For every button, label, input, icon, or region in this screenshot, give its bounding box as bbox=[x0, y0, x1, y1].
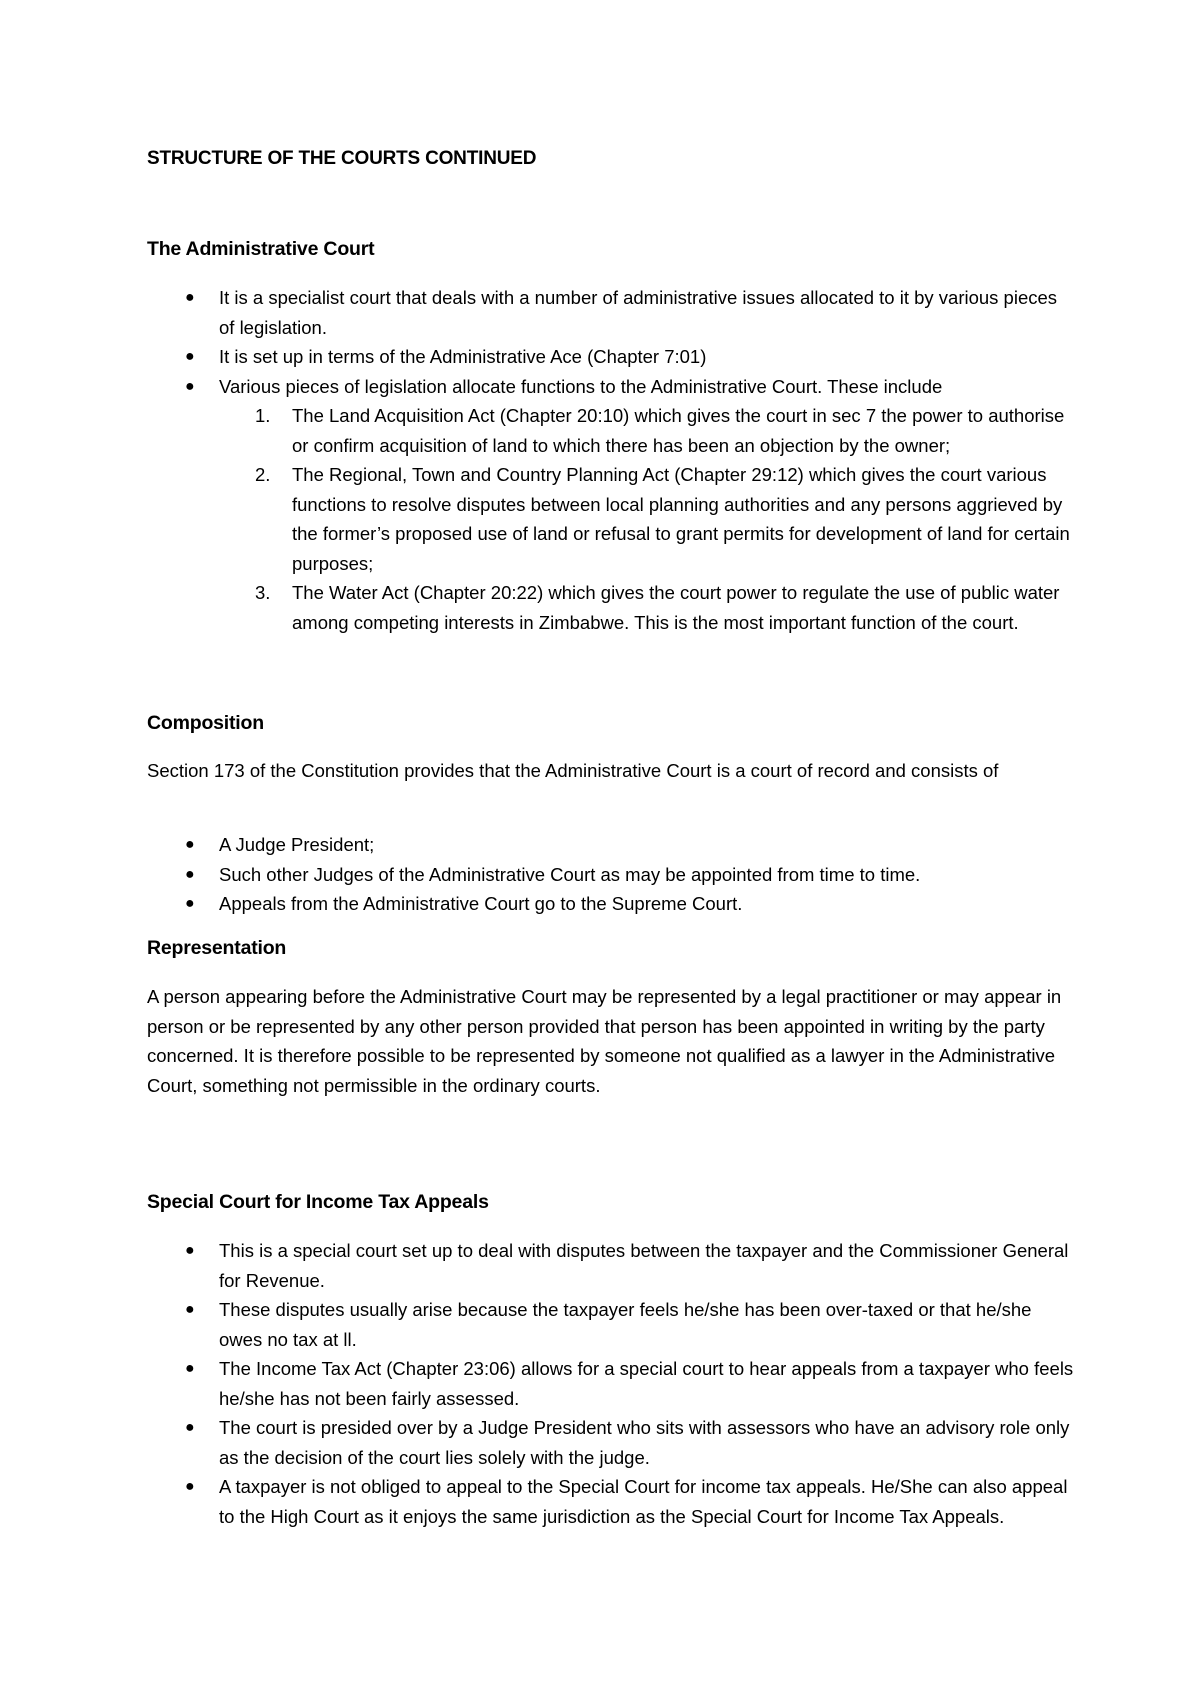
bullet-icon: ● bbox=[185, 289, 195, 306]
list-item: ● Various pieces of legislation allocate functions to the Administrative Court. These include bbox=[147, 372, 1077, 402]
list-item: ● A Judge President; bbox=[147, 830, 1077, 860]
bullet-icon: ● bbox=[185, 1360, 195, 1377]
list-item: ● This is a special court set up to deal with disputes between the taxpayer and the Commissioner General for Revenue. bbox=[147, 1236, 1077, 1295]
numbered-item: 3. The Water Act (Chapter 20:22) which gives the court power to regulate the use of public water among competing interests in Zimbabwe. This is the most important function of the court. bbox=[255, 582, 1060, 633]
heading-composition: Composition bbox=[147, 712, 264, 734]
list-item: ● The court is presided over by a Judge President who sits with assessors who have an advisory role only as the decision of the court lies solely with the judge. bbox=[147, 1413, 1077, 1472]
administrative-court-functions bbox=[147, 401, 1077, 637]
numbered-item: 2. The Regional, Town and Country Planning Act (Chapter 29:12) which gives the court various functions to resolve disputes between local planning authorities and any persons aggrieved by the former’s proposed use of land or refusal to grant permits for development of land for certain purposes; bbox=[255, 464, 1070, 574]
heading-income-tax-court: Special Court for Income Tax Appeals bbox=[147, 1191, 489, 1213]
bullet-icon: ● bbox=[185, 895, 195, 912]
bullet-icon: ● bbox=[185, 865, 195, 883]
bullet-icon: ● bbox=[185, 348, 195, 365]
document-title: STRUCTURE OF THE COURTS CONTINUED bbox=[147, 148, 537, 169]
heading-administrative-court: The Administrative Court bbox=[147, 238, 375, 260]
bullet-icon: ● bbox=[185, 1419, 195, 1436]
bullet-icon: ● bbox=[185, 836, 195, 853]
list-item: ● It is a specialist court that deals with a number of administrative issues allocated to it by various pieces of legislation. bbox=[147, 283, 1077, 342]
list-item: ● The Income Tax Act (Chapter 23:06) allows for a special court to hear appeals from a taxpayer who feels he/she has not been fairly assessed. bbox=[147, 1354, 1077, 1413]
numbered-item: 1. The Land Acquisition Act (Chapter 20:10) which gives the court in sec 7 the power to authorise or confirm acquisition of land to which there has been an objection by the owner; bbox=[255, 405, 1065, 456]
bullet-icon: ● bbox=[185, 1478, 195, 1495]
bullet-icon: ● bbox=[185, 1301, 195, 1318]
representation-paragraph: A person appearing before the Administrative Court may be represented by a legal practitioner or may appear in person or be represented by any other person provided that person has been appointed in writing by the party concerned. It is therefore possible to be represented by someone not qualified as a lawyer in the Administrative Court, something not permissible in the ordinary courts. bbox=[147, 986, 1062, 1096]
list-item: ● It is set up in terms of the Administrative Ace (Chapter 7:01) bbox=[147, 342, 1077, 372]
bullet-icon: ● bbox=[185, 1242, 195, 1259]
composition-bullets bbox=[147, 830, 1077, 919]
bullet-icon: ● bbox=[185, 377, 195, 395]
composition-paragraph: Section 173 of the Constitution provides that the Administrative Court is a court of record and consists of bbox=[147, 760, 999, 781]
administrative-court-bullets bbox=[147, 283, 1077, 401]
heading-representation: Representation bbox=[147, 937, 287, 959]
list-item: ● Appeals from the Administrative Court go to the Supreme Court. bbox=[147, 889, 1077, 919]
list-item: ● Such other Judges of the Administrative Court as may be appointed from time to time. bbox=[147, 860, 1077, 890]
list-item: ● These disputes usually arise because the taxpayer feels he/she has been over-taxed or that he/she owes no tax at ll. bbox=[147, 1295, 1077, 1354]
income-tax-bullets bbox=[147, 1236, 1077, 1531]
list-item: ● A taxpayer is not obliged to appeal to the Special Court for income tax appeals. He/She can also appeal to the High Court as it enjoys the same jurisdiction as the Special Court for Income Tax Appeals. bbox=[147, 1472, 1077, 1531]
